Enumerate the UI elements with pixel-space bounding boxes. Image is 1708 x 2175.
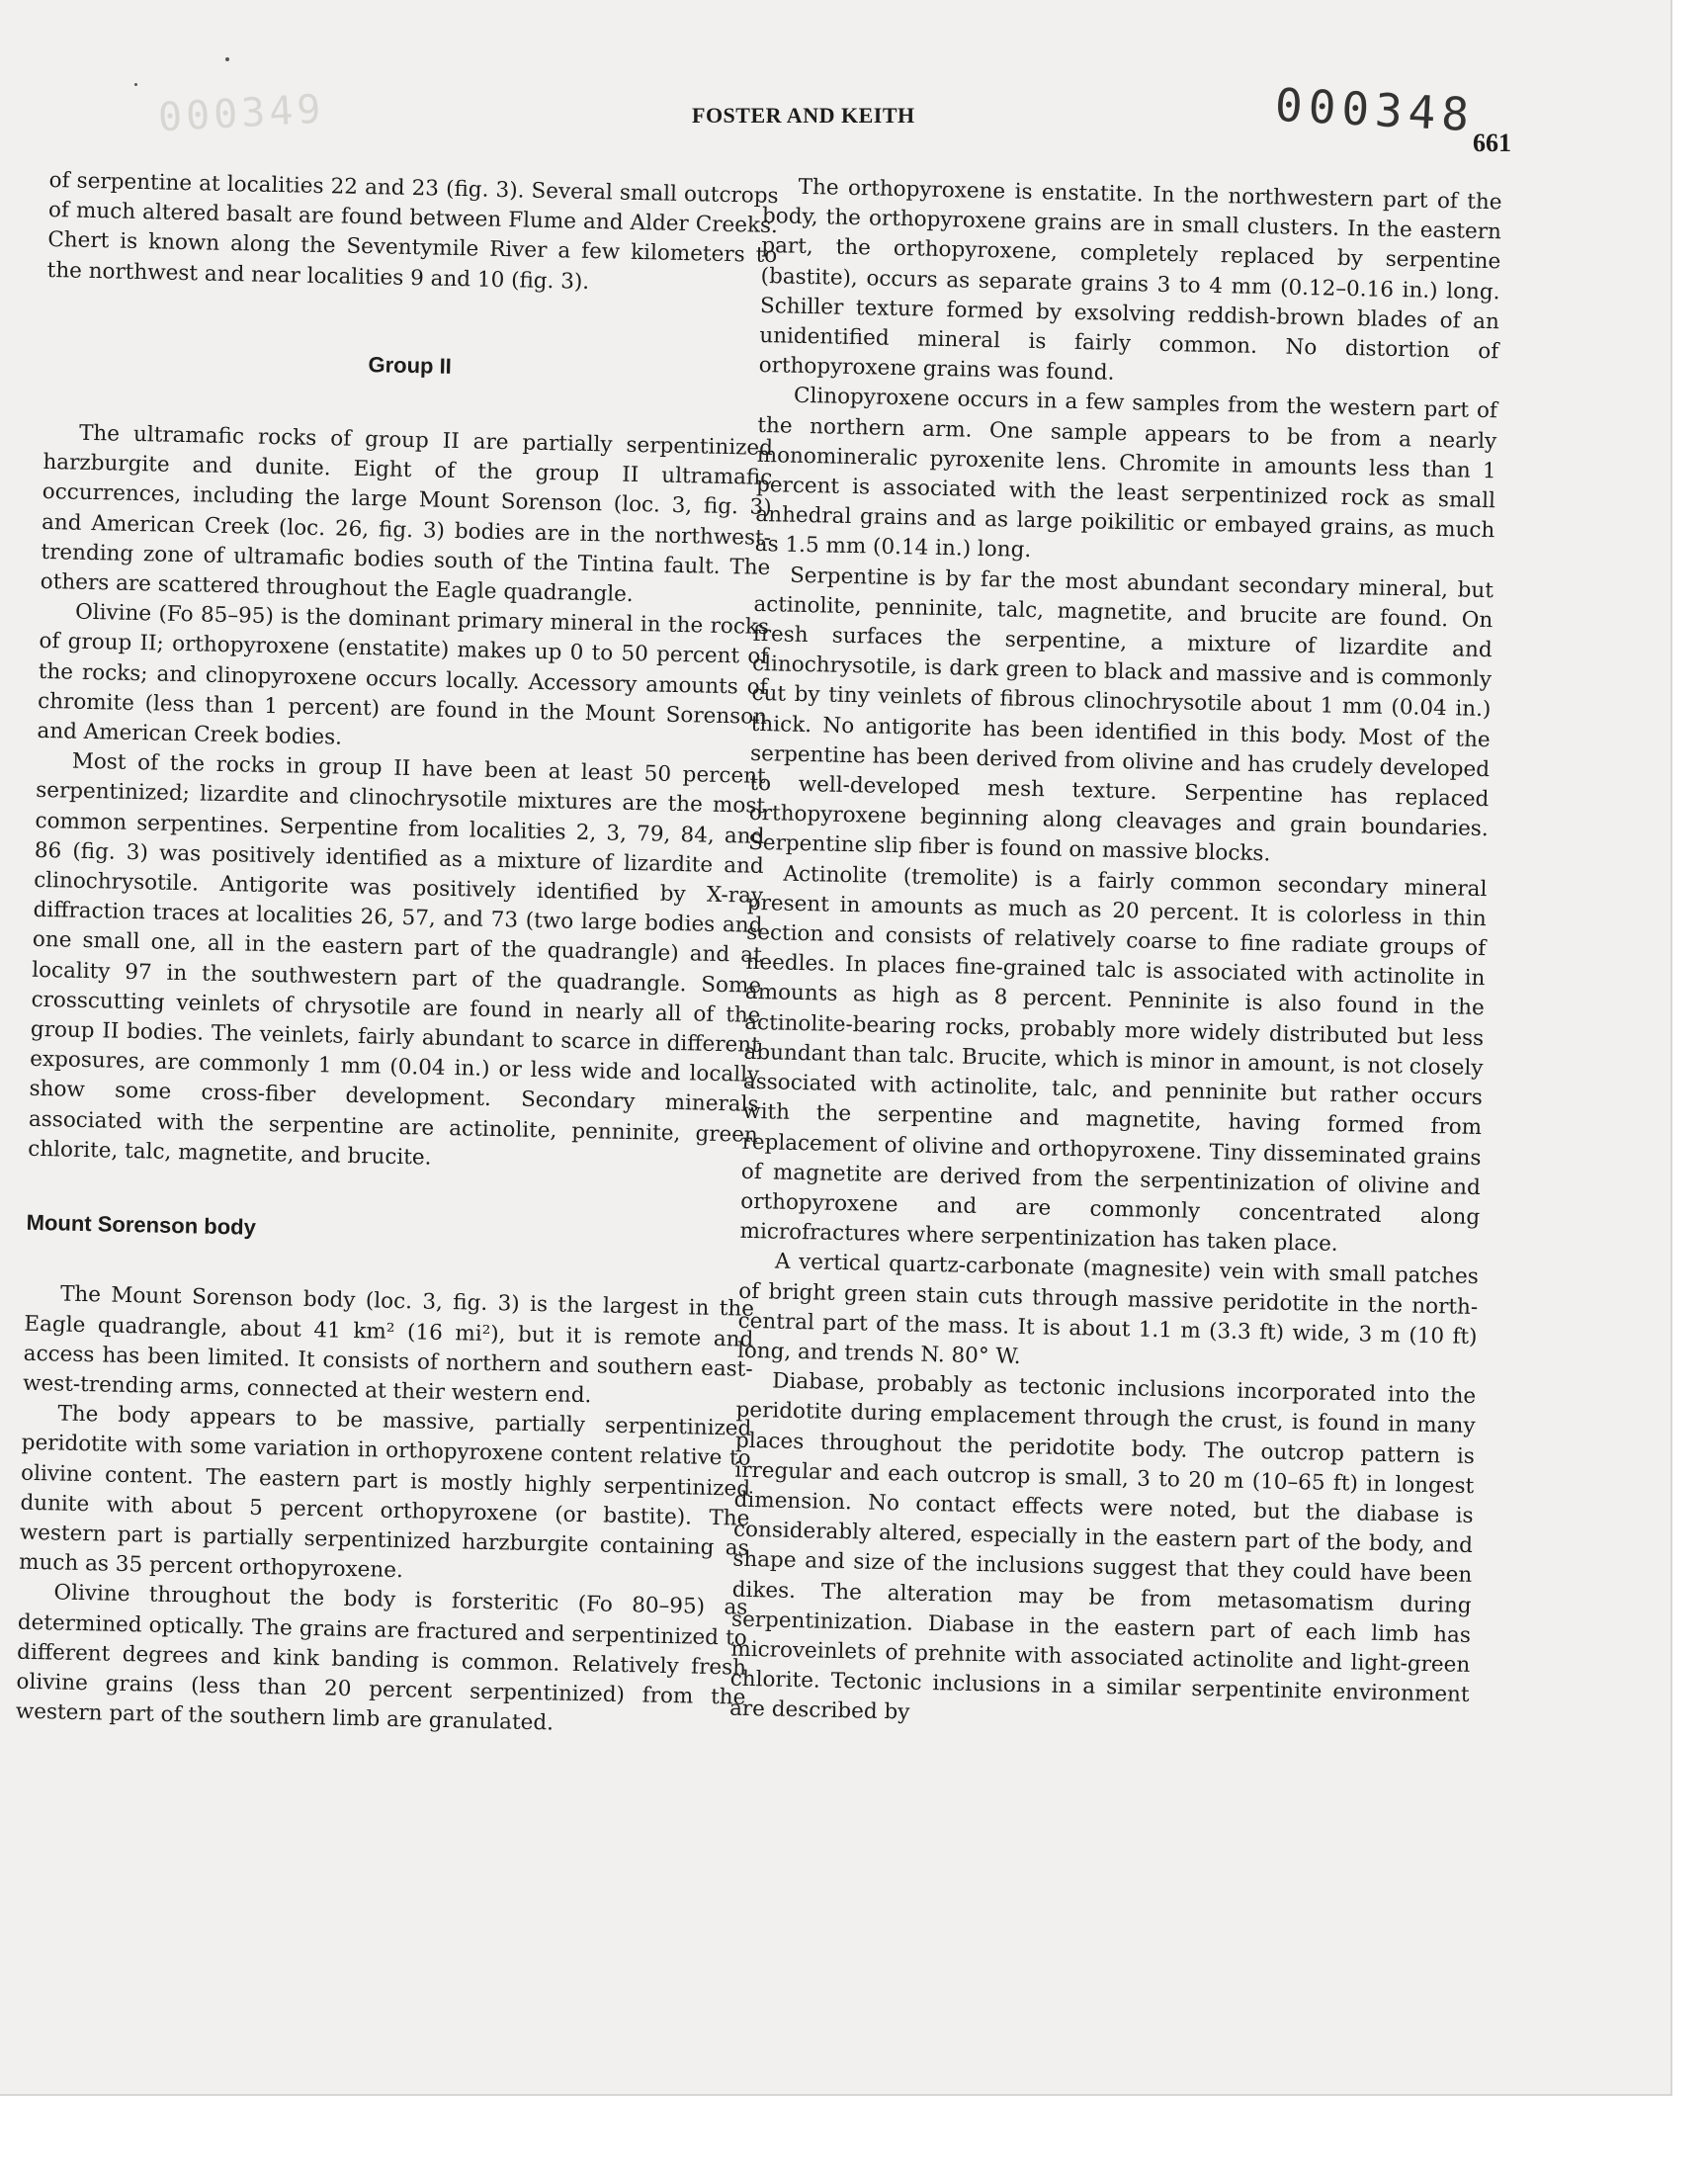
speck: [134, 83, 137, 86]
paragraph: The Mount Sorenson body (loc. 3, fig. 3) is the largest in the Eagle quadrangle, about 41 km² (16 mi²), but it is remote and access has been limited. It consists of northern and southern east-west-trending arms, connected at their western end.: [22, 1281, 755, 1409]
paragraph: Olivine (Fo 85–95) is the dominant primary mineral in the rocks of group II; orthopyroxene (enstatite) makes up 0 to 50 percent of the rocks; and clinopyroxene occurs locally. Accessory amounts of chromite (less than 1 percent) are found in the Mount Sorenson and American Creek bodies.: [37, 599, 770, 750]
paragraph: Most of the rocks in group II have been at least 50 percent serpentinized; lizardite and clinochrysotile mixtures are the most common serpentines. Serpentine from localities 2, 3, 79, 84, and 86 (fig. 3) was positively identified as a mixture of lizardite and clinochrysotile. Antigorite was positively identified by X-ray diffraction traces at localities 26, 57, and 73 (two large bodies and one small one, all in the eastern part of the quadrangle) and at locality 97 in the southwestern part of the quadrangle. Some crosscutting veinlets of chrysotile are found in nearly all of the group II bodies. The veinlets, fairly abundant to scarce in different exposures, are commonly 1 mm (0.04 in.) or less wide and locally show some cross-fiber development. Secondary minerals associated with the serpentine are actinolite, penninite, green chlorite, talc, magnetite, and brucite.: [28, 748, 766, 1171]
paragraph: Actinolite (tremolite) is a fairly common secondary mineral present in amounts as much as 20 percent. It is colorless in thin section and consists of relatively coarse to fine radiate groups of needles. In places fine-grained talc is associated with actinolite in amounts as high as 8 percent. Penninite is also found in the actinolite-bearing rocks, probably more widely distributed but less abundant than talc. Brucite, which is minor in amount, is not closely associated with actinolite, talc, and penninite but rather occurs with the serpentine and magnetite, having formed from replacement of olivine and orthopyroxene. Tiny disseminated grains of magnetite are derived from the serpentinization of olivine and orthopyroxene and are commonly concentrated along microfractures where serpentinization has taken place.: [739, 861, 1488, 1258]
right-column: [729, 172, 1502, 1741]
paragraph: The ultramafic rocks of group II are partially serpentinized harzburgite and dunite. Eight of the group II ultramafic occurrences, including the large Mount Sorenson (loc. 3, fig. 3) and American Creek (loc. 26, fig. 3) bodies are in the northwest-trending zone of ultramafic bodies south of the Tintina fault. The others are scattered throughout the Eagle quadrangle.: [40, 420, 774, 608]
section-heading-group-ii: Group II: [368, 351, 453, 379]
section-heading-mount-sorenson: Mount Sorenson body: [26, 1209, 257, 1240]
paragraph: The orthopyroxene is enstatite. In the northwestern part of the body, the orthopyroxene grains are in small clusters. In the eastern part, the orthopyroxene, completely replaced by serpentine (bastite), occurs as separate grains 3 to 4 mm (0.12–0.16 in.) long. Schiller texture formed by exsolving reddish-brown blades of an unidentified mineral is fairly common. No distortion of orthopyroxene grains was found.: [758, 174, 1502, 387]
page-number: 661: [1473, 129, 1511, 157]
paragraph: The body appears to be massive, partially serpentinized peridotite with some variation in orthopyroxene content relative to olivine content. The eastern part is mostly highly serpentinized dunite with about 5 percent orthopyroxene (or bastite). The western part is partially serpentinized harzburgite containing as much as 35 percent orthopyroxene.: [18, 1401, 752, 1584]
paragraph: Olivine throughout the body is forsteritic (Fo 80–95) as determined optically. The grains are fractured and serpentinized to different degrees and kink banding is common. Relatively fresh olivine grains (less than 20 percent serpentinized) from the western part of the southern limb are granulated.: [15, 1580, 748, 1736]
running-head: FOSTER AND KEITH: [692, 103, 915, 128]
paragraph: Diabase, probably as tectonic inclusions incorporated into the peridotite during emplacement through the crust, is found in many places throughout the peridotite body. The outcrop pattern is irregular and each outcrop is small, 3 to 20 m (10–65 ft) in longest dimension. No contact effects were noted, but the diabase is considerably altered, especially in the eastern part of the body, and shape and size of the inclusions suggest that they could have been dikes. The alteration may be from metasomatism during serpentinization. Diabase in the eastern part of each limb has microveinlets of prehnite with associated actinolite and light-green chlorite. Tectonic inclusions in a similar serpentinite environment are described by: [728, 1368, 1477, 1725]
stamp-number: 000348: [1273, 77, 1477, 142]
left-column: [16, 166, 779, 1743]
paragraph: Serpentine is by far the most abundant secondary mineral, but actinolite, penninite, talc, magnetite, and brucite are found. On fresh surfaces the serpentine, a mixture of lizardite and clinochrysotile, is dark green to black and massive and is commonly cut by tiny veinlets of fibrous clinochrysotile about 1 mm (0.04 in.) thick. No antigorite has been identified in this body. Most of the serpentine has been derived from olivine and has crudely developed to well-developed mesh texture. Serpentine has replaced orthopyroxene beginning along cleavages and grain boundaries. Serpentine slip fiber is found on massive blocks.: [747, 563, 1494, 867]
paragraph: of serpentine at localities 22 and 23 (fig. 3). Several small outcrops of much altered basalt are found between Flume and Alder Creeks. Chert is known along the Seventymile River a few kilometers to the northwest and near localities 9 and 10 (fig. 3).: [46, 167, 779, 295]
faint-stamp-number: 000349: [156, 86, 326, 141]
paragraph: A vertical quartz-carbonate (magnesite) vein with small patches of bright green stain cuts through massive peridotite in the north-central part of the mass. It is about 1.1 m (3.3 ft) wide, 3 m (10 ft) long, and trends N. 80° W.: [736, 1249, 1480, 1369]
paragraph: Clinopyroxene occurs in a few samples from the western part of the northern arm. One sample appears to be from a nearly monomineralic pyroxenite lens. Chromite in amounts less than 1 percent is associated with the least serpentinized rock as small anhedral grains and as large poikilitic or embayed grains, as much as 1.5 mm (0.14 in.) long.: [754, 384, 1498, 564]
speck: [225, 57, 229, 61]
